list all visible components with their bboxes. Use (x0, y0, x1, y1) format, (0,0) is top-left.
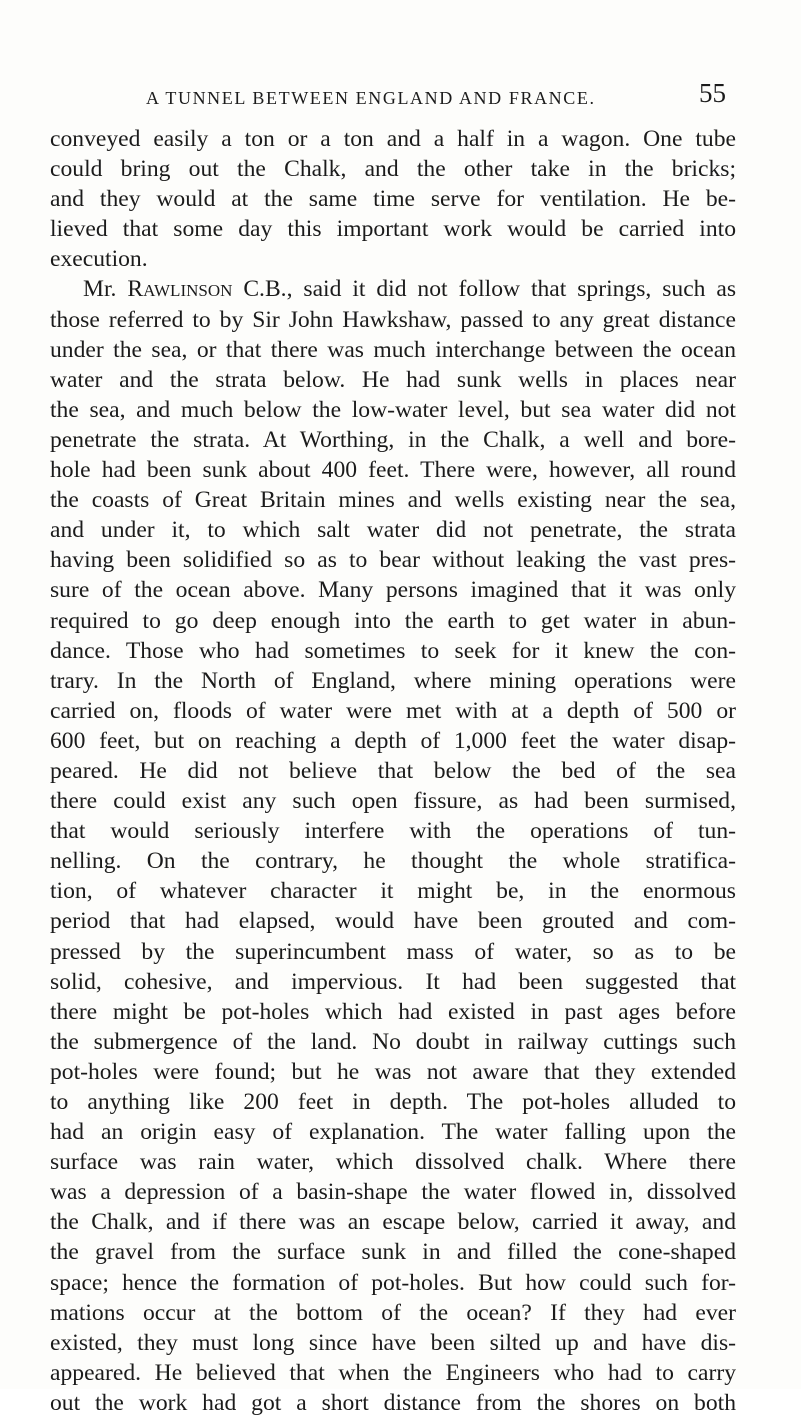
text-line: solid, cohesive, and impervious. It had been suggested that (50, 968, 736, 995)
text-line: and they would at the same time serve for ventilation. He be- (50, 186, 736, 213)
text-line: was a depression of a basin-shape the water flowed in, dissolved (50, 1179, 736, 1206)
text-line: out the work had got a short distance from the shores on both (50, 1389, 736, 1416)
text-line: appeared. He believed that when the Engineers who had to carry (50, 1359, 736, 1386)
text-line: pressed by the superincumbent mass of water, so as to be (50, 938, 736, 965)
text-line: peared. He did not believe that below the bed of the sea (50, 757, 736, 784)
text-line: could bring out the Chalk, and the other take in the bricks; (50, 156, 736, 183)
text-line: the coasts of Great Britain mines and wells existing near the sea, (50, 487, 736, 514)
text-line: there could exist any such open fissure, as had been surmised, (50, 788, 736, 815)
text-line: and under it, to which salt water did not penetrate, the strata (50, 517, 736, 544)
speaker-title: C.B., (243, 276, 293, 303)
text-line: required to go deep enough into the earth to get water in abun- (50, 607, 736, 634)
text-line: existed, they must long since have been silted up and have dis- (50, 1329, 736, 1356)
text-line: hole had been sunk about 400 feet. There were, however, all round (50, 457, 736, 484)
text-line: mations occur at the bottom of the ocean? If they had ever (50, 1299, 736, 1326)
text-line: to anything like 200 feet in depth. The pot-holes alluded to (50, 1089, 736, 1115)
text-line: had an origin easy of explanation. The water falling upon the (50, 1119, 736, 1146)
text-line: period that had elapsed, would have been grouted and com- (50, 908, 736, 935)
speaker-prefix: Mr. (83, 276, 117, 303)
page-number: 55 (699, 78, 726, 108)
text-line: 600 feet, but on reaching a depth of 1,000 feet the water disap- (50, 727, 736, 754)
text-line: under the sea, or that there was much interchange between the ocean (50, 336, 736, 363)
text-line: lieved that some day this important work would be carried into (50, 216, 736, 243)
body-text (50, 124, 736, 1418)
speaker-line (50, 274, 736, 304)
text-line: water and the strata below. He had sunk wells in places near (50, 366, 736, 393)
text-line: conveyed easily a ton or a ton and a half in a wagon. One tube (50, 126, 736, 152)
running-head: A TUNNEL BETWEEN ENGLAND AND FRANCE. (146, 88, 596, 108)
text-line: the sea, and much below the low-water level, but sea water did not (50, 396, 736, 423)
text-line: that would seriously interfere with the operations of tun- (50, 818, 736, 845)
text-line: sure of the ocean above. Many persons imagined that it was only (50, 577, 736, 604)
text-line: pot-holes were found; but he was not aware that they extended (50, 1058, 736, 1085)
text-line: tion, of whatever character it might be, in the enormous (50, 878, 736, 905)
text-line: the gravel from the surface sunk in and filled the cone-shaped (50, 1239, 736, 1266)
page-header (146, 78, 726, 114)
text-line: the Chalk, and if there was an escape below, carried it away, and (50, 1209, 736, 1236)
text-line: execution. (50, 246, 148, 273)
speaker-name: Rawlinson (127, 276, 233, 303)
text-line: carried on, floods of water were met with at a depth of 500 or (50, 697, 736, 724)
text-line: space; hence the formation of pot-holes. But how could such for- (50, 1269, 736, 1296)
text-line: dance. Those who had sometimes to seek for it knew the con- (50, 637, 736, 664)
text-line: nelling. On the contrary, he thought the whole stratifica- (50, 848, 736, 875)
text-line: the submergence of the land. No doubt in railway cuttings such (50, 1028, 736, 1055)
text-line: penetrate the strata. At Worthing, in the Chalk, a well and bore- (50, 426, 736, 453)
text-line: trary. In the North of England, where mining operations were (50, 667, 736, 694)
text-line: having been solidified so as to bear without leaking the vast pres- (50, 547, 736, 574)
text-line: surface was rain water, which dissolved chalk. Where there (50, 1149, 736, 1176)
speaker-line-text: said it did not follow that springs, such as (303, 276, 737, 303)
text-line: those referred to by Sir John Hawkshaw, passed to any great distance (50, 306, 736, 333)
text-line: there might be pot-holes which had existed in past ages before (50, 998, 736, 1025)
